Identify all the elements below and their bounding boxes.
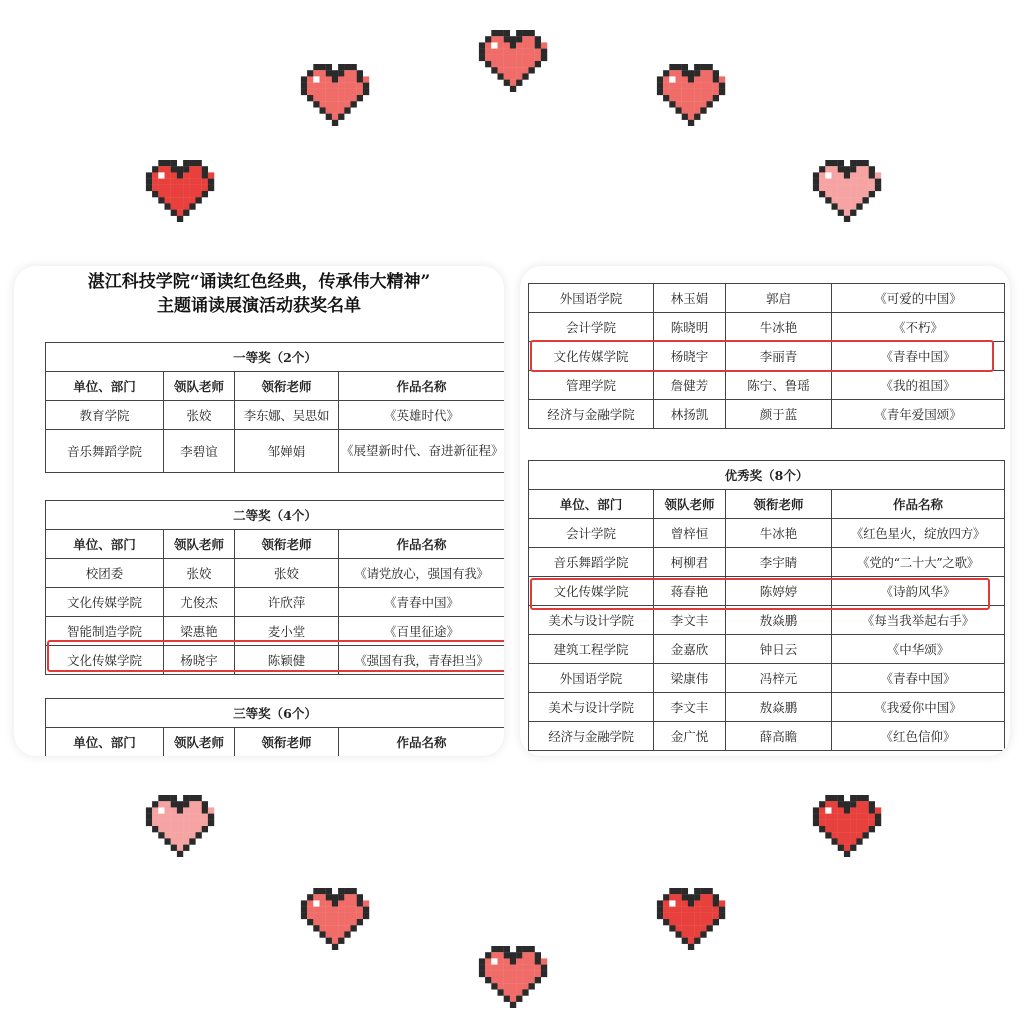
cell-lead-teacher: 李宇睛: [726, 548, 832, 577]
cell-unit: 文化传媒学院: [529, 342, 654, 371]
cell-leader: 梁惠艳: [164, 617, 235, 646]
col-header-leader: 领队老师: [164, 372, 235, 401]
table-row: [46, 617, 505, 646]
col-header-unit: 单位、部门: [46, 530, 164, 559]
cell-leader: 林扬凯: [654, 400, 726, 429]
pixel-heart-icon: [812, 160, 882, 222]
cell-unit: 外国语学院: [529, 284, 654, 313]
table-row: [529, 342, 1005, 371]
pixel-heart-icon: [656, 888, 726, 950]
title-line-1: 湛江科技学院“诵读红色经典，传承伟大精神”: [87, 272, 431, 292]
cell-lead-teacher: 李东娜、吴思如: [235, 401, 339, 430]
section-title: 优秀奖（8个）: [529, 461, 1005, 490]
col-header-work: 作品名称: [339, 728, 505, 757]
cell-lead-teacher: 麦小堂: [235, 617, 339, 646]
cell-leader: 梁康伟: [654, 664, 726, 693]
cell-unit: 经济与金融学院: [529, 722, 654, 751]
pixel-heart-icon: [300, 888, 370, 950]
cell-work: 《红色信仰》: [832, 722, 1005, 751]
cell-lead-teacher: 张姣: [235, 559, 339, 588]
pixel-heart-icon: [300, 64, 370, 126]
cell-leader: 尤俊杰: [164, 588, 235, 617]
third-prize-table: [45, 698, 504, 756]
cell-lead-teacher: 牛冰艳: [726, 519, 832, 548]
cell-work: 《诗韵风华》: [832, 577, 1005, 606]
table-row: [46, 401, 505, 430]
cell-work: 《我的祖国》: [832, 371, 1005, 400]
award-list-page-2: [520, 266, 1010, 756]
cell-unit: 文化传媒学院: [529, 577, 654, 606]
table-row: [529, 284, 1005, 313]
cell-work: 《不朽》: [832, 313, 1005, 342]
pixel-heart-icon: [478, 946, 548, 1008]
col-header-unit: 单位、部门: [46, 372, 164, 401]
cell-lead-teacher: 薛高瞻: [726, 722, 832, 751]
cell-leader: 柯柳君: [654, 548, 726, 577]
col-header-work: 作品名称: [832, 490, 1005, 519]
cell-leader: 李文丰: [654, 693, 726, 722]
cell-work: 《可爱的中国》: [832, 284, 1005, 313]
pixel-heart-icon: [656, 64, 726, 126]
col-header-leader: 领队老师: [164, 530, 235, 559]
cell-unit: 经济与金融学院: [529, 400, 654, 429]
cell-lead-teacher: 敖焱鹏: [726, 693, 832, 722]
cell-leader: 林玉娟: [654, 284, 726, 313]
cell-lead-teacher: 牛冰艳: [726, 313, 832, 342]
cell-work: 《每当我举起右手》: [832, 606, 1005, 635]
cell-leader: 张姣: [164, 401, 235, 430]
table-row: [46, 646, 505, 675]
cell-unit: 会计学院: [529, 519, 654, 548]
cell-leader: 张姣: [164, 559, 235, 588]
title-line-2: 主题诵读展演活动获奖名单: [157, 296, 361, 316]
table-row: [529, 693, 1005, 722]
cell-work: 《英雄时代》: [339, 401, 505, 430]
cell-unit: 校团委: [46, 559, 164, 588]
cell-lead-teacher: 钟日云: [726, 635, 832, 664]
table-row: [529, 577, 1005, 606]
section-title: 三等奖（6个）: [46, 699, 505, 728]
table-row: [46, 588, 505, 617]
cell-lead-teacher: 陈婷婷: [726, 577, 832, 606]
cell-work: 《红色星火，绽放四方》: [832, 519, 1005, 548]
cell-leader: 李文丰: [654, 606, 726, 635]
table-row: [529, 635, 1005, 664]
cell-unit: 音乐舞蹈学院: [529, 548, 654, 577]
cell-unit: 会计学院: [529, 313, 654, 342]
cell-leader: 蒋春艳: [654, 577, 726, 606]
cell-leader: 杨晓宇: [164, 646, 235, 675]
col-header-lead-teacher: 领衔老师: [235, 372, 339, 401]
col-header-work: 作品名称: [339, 530, 505, 559]
table-row: [529, 371, 1005, 400]
cell-work: 《青年爱国颂》: [832, 400, 1005, 429]
table-row: [529, 664, 1005, 693]
third-prize-table-continued: [528, 283, 1005, 429]
table-row: [529, 400, 1005, 429]
col-header-work: 作品名称: [339, 372, 505, 401]
cell-unit: 管理学院: [529, 371, 654, 400]
first-prize-table: [45, 342, 504, 473]
pixel-heart-icon: [145, 795, 215, 857]
table-row: [529, 313, 1005, 342]
cell-work: 《青春中国》: [832, 342, 1005, 371]
cell-leader: 金广悦: [654, 722, 726, 751]
cell-lead-teacher: 颜于蓝: [726, 400, 832, 429]
pixel-heart-icon: [478, 30, 548, 92]
cell-lead-teacher: 冯梓元: [726, 664, 832, 693]
section-title: 二等奖（4个）: [46, 501, 505, 530]
table-row: [529, 548, 1005, 577]
col-header-lead-teacher: 领衔老师: [726, 490, 832, 519]
col-header-leader: 领队老师: [164, 728, 235, 757]
col-header-unit: 单位、部门: [529, 490, 654, 519]
cell-lead-teacher: 郭启: [726, 284, 832, 313]
pixel-heart-icon: [145, 160, 215, 222]
cell-lead-teacher: 许欣萍: [235, 588, 339, 617]
cell-unit: 外国语学院: [529, 664, 654, 693]
cell-unit: 音乐舞蹈学院: [46, 430, 164, 473]
cell-work: 《强国有我，青春担当》: [339, 646, 505, 675]
cell-work: 《我爱你中国》: [832, 693, 1005, 722]
cell-leader: 陈晓明: [654, 313, 726, 342]
cell-unit: 建筑工程学院: [529, 635, 654, 664]
cell-leader: 金嘉欣: [654, 635, 726, 664]
cell-work: 《党的“二十大”之歌》: [832, 548, 1005, 577]
cell-unit: 美术与设计学院: [529, 606, 654, 635]
cell-unit: 智能制造学院: [46, 617, 164, 646]
cell-work: 《青春中国》: [339, 588, 505, 617]
cell-lead-teacher: 陈颖健: [235, 646, 339, 675]
col-header-lead-teacher: 领衔老师: [235, 530, 339, 559]
cell-leader: 詹健芳: [654, 371, 726, 400]
award-list-page-1: [14, 266, 504, 756]
cell-unit: 文化传媒学院: [46, 588, 164, 617]
pixel-heart-icon: [812, 795, 882, 857]
table-row: [46, 559, 505, 588]
col-header-leader: 领队老师: [654, 490, 726, 519]
table-row: [529, 722, 1005, 751]
document-title: [14, 270, 504, 318]
table-row: [529, 606, 1005, 635]
excellence-award-table: [528, 460, 1005, 751]
cell-work: 《中华颂》: [832, 635, 1005, 664]
cell-unit: 文化传媒学院: [46, 646, 164, 675]
second-prize-table: [45, 500, 504, 675]
cell-lead-teacher: 陈宁、鲁瑶: [726, 371, 832, 400]
cell-lead-teacher: 邹婵娟: [235, 430, 339, 473]
cell-work: 《百里征途》: [339, 617, 505, 646]
table-row: [529, 519, 1005, 548]
cell-lead-teacher: 敖焱鹏: [726, 606, 832, 635]
cell-work: 《青春中国》: [832, 664, 1005, 693]
cell-unit: 教育学院: [46, 401, 164, 430]
cell-unit: 美术与设计学院: [529, 693, 654, 722]
cell-leader: 曾梓恒: [654, 519, 726, 548]
col-header-lead-teacher: 领衔老师: [235, 728, 339, 757]
section-title: 一等奖（2个）: [46, 343, 505, 372]
cell-leader: 李碧谊: [164, 430, 235, 473]
table-row: [46, 430, 505, 473]
cell-work: 《展望新时代、奋进新征程》: [339, 430, 505, 473]
cell-work: 《请党放心，强国有我》: [339, 559, 505, 588]
cell-lead-teacher: 李丽青: [726, 342, 832, 371]
cell-leader: 杨晓宇: [654, 342, 726, 371]
col-header-unit: 单位、部门: [46, 728, 164, 757]
